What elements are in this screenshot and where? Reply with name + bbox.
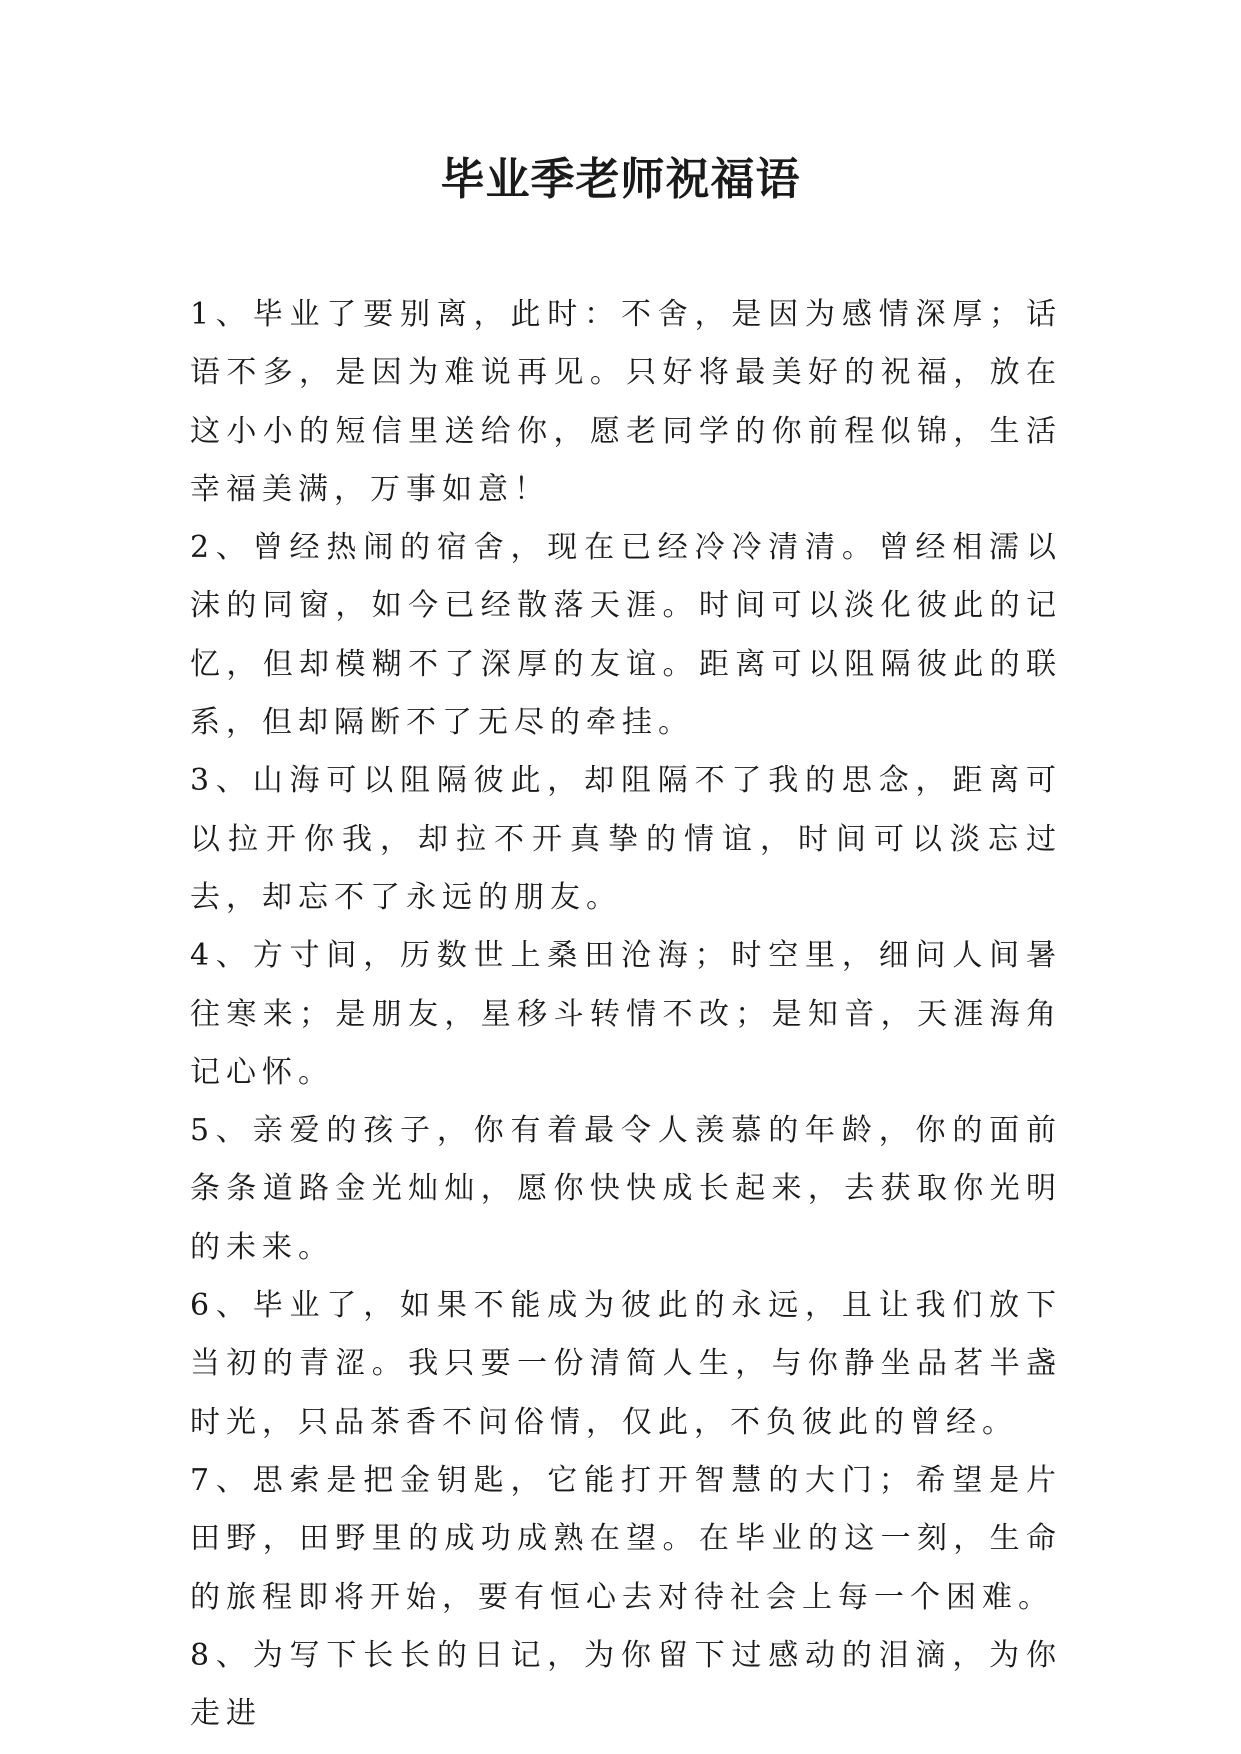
document-title: 毕业季老师祝福语 (440, 154, 801, 205)
document-body (190, 286, 1062, 1743)
paragraph-1: 1、毕业了要别离，此时：不舍，是因为感情深厚；话语不多，是因为难说再见。只好将最美好的祝福，放在这小小的短信里送给你，愿老同学的你前程似锦，生活幸福美满，万事如意！ (190, 297, 1062, 507)
paragraph-3: 3、山海可以阻隔彼此，却阻隔不了我的思念，距离可以拉开你我，却拉不开真挚的情谊，时间可以淡忘过去，却忘不了永远的朋友。 (190, 763, 1062, 915)
paragraph-2: 2、曾经热闹的宿舍，现在已经冷冷清清。曾经相濡以沫的同窗，如今已经散落天涯。时间可以淡化彼此的记忆，但却模糊不了深厚的友谊。距离可以阻隔彼此的联系，但却隔断不了无尽的牵挂。 (190, 530, 1062, 741)
paragraph-7: 7、思索是把金钥匙，它能打开智慧的大门；希望是片田野，田野里的成功成熟在望。在毕业的这一刻，生命的旅程即将开始，要有恒心去对待社会上每一个困难。 (190, 1462, 1062, 1615)
paragraph-8: 8、为写下长长的日记，为你留下过感动的泪滴，为你走进 (190, 1637, 1062, 1732)
paragraph-6: 6、毕业了，如果不能成为彼此的永远，且让我们放下当初的青涩。我只要一份清简人生，与你静坐品茗半盏时光，只品茶香不问俗情，仅此，不负彼此的曾经。 (190, 1288, 1062, 1440)
paragraph-4: 4、方寸间，历数世上桑田沧海；时空里，细问人间暑往寒来；是朋友，星移斗转情不改；是知音，天涯海角记心怀。 (190, 938, 1062, 1090)
paragraph-5: 5、亲爱的孩子，你有着最令人羡慕的年龄，你的面前条条道路金光灿灿，愿你快快成长起来，去获取你光明的未来。 (190, 1113, 1062, 1265)
